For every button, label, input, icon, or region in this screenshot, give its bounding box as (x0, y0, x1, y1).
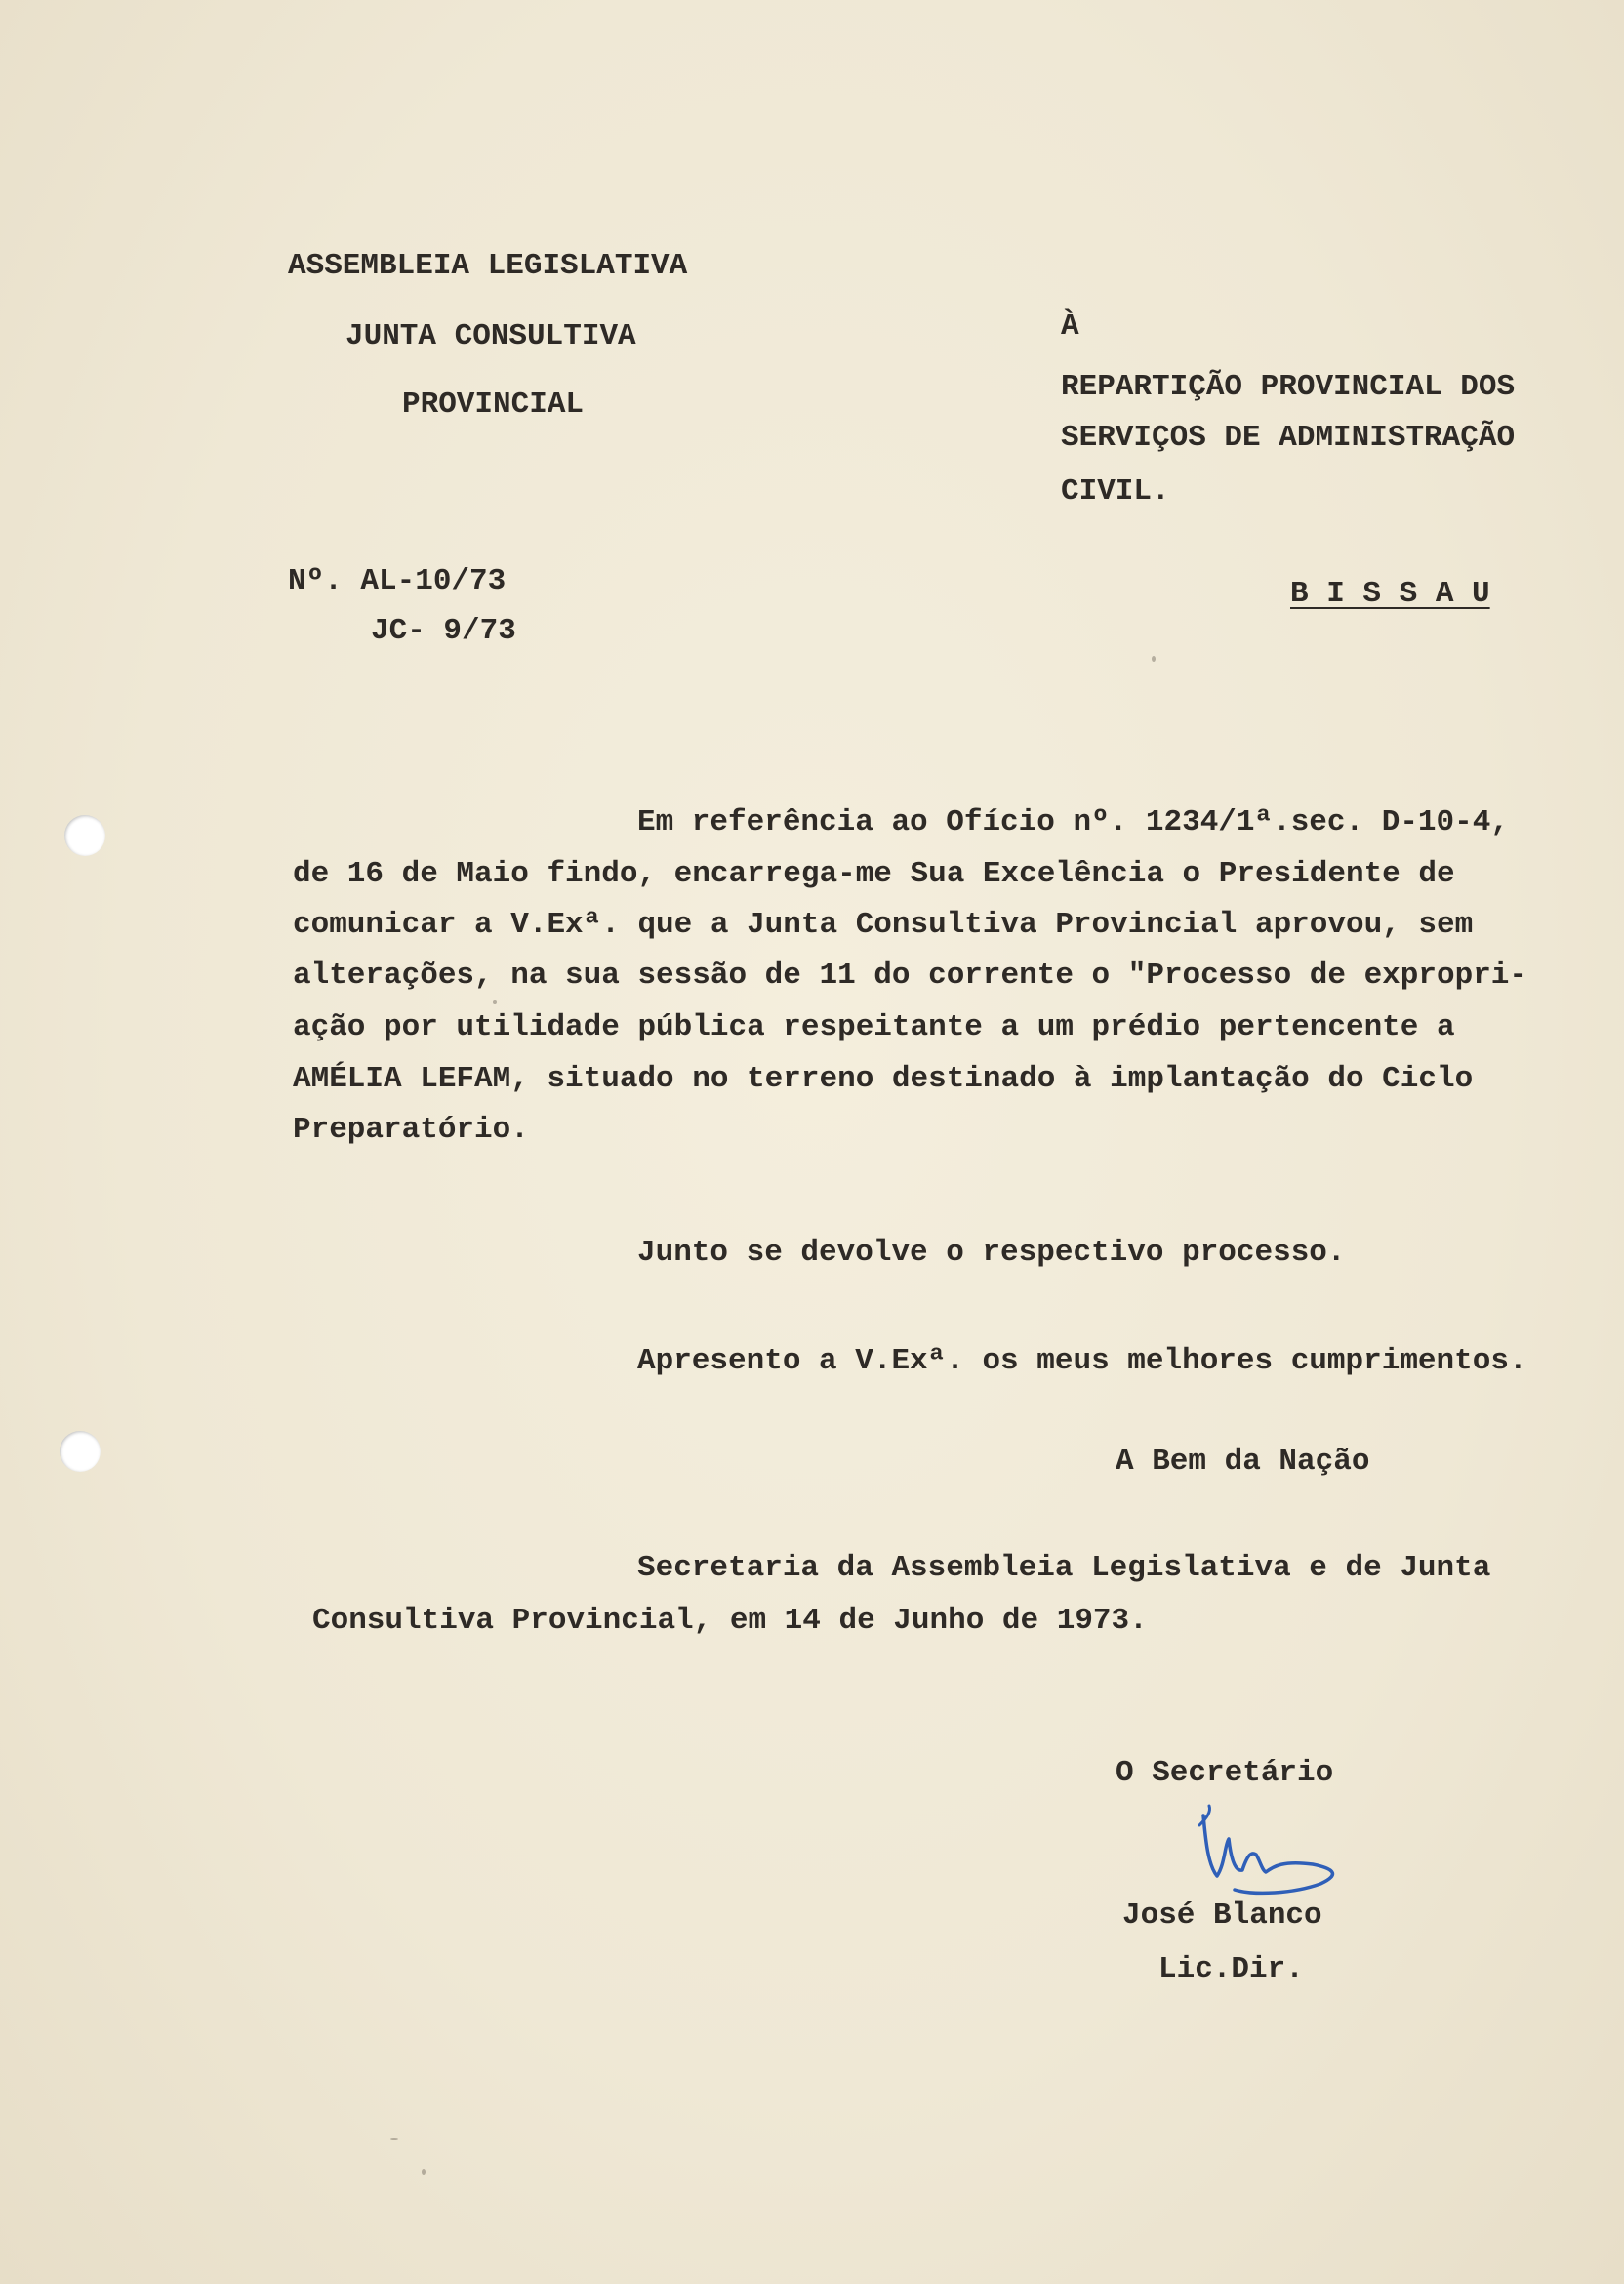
signatory-name: José Blanco (1122, 1898, 1322, 1933)
signatory-title: O Secretário (1116, 1756, 1334, 1790)
signature-stroke (1203, 1815, 1332, 1893)
body-paragraph-3: Apresento a V.Exª. os meus melhores cumprimentos. (637, 1344, 1527, 1378)
recipient-line-3: CIVIL. (1061, 474, 1170, 509)
place-date-line-1: Secretaria da Assembleia Legislativa e de Junta (637, 1551, 1491, 1585)
paper-speck (493, 1000, 497, 1004)
body-line: alterações, na sua sessão de 11 do corrente o "Processo de expropri- (293, 958, 1528, 993)
recipient-line-2: SERVIÇOS DE ADMINISTRAÇÃO (1061, 421, 1516, 455)
reference-line-1: Nº. AL-10/73 (288, 564, 507, 598)
sender-line-1: ASSEMBLEIA LEGISLATIVA (288, 249, 688, 283)
body-line: ação por utilidade pública respeitante a um prédio pertencente a (293, 1010, 1455, 1044)
body-line: comunicar a V.Exª. que a Junta Consultiva Provincial aprovou, sem (293, 908, 1474, 942)
paper-speck (390, 2138, 398, 2140)
paper-speck (422, 2169, 426, 2175)
recipient-line-1: REPARTIÇÃO PROVINCIAL DOS (1061, 370, 1516, 404)
body-line: de 16 de Maio findo, encarrega-me Sua Excelência o Presidente de (293, 857, 1455, 891)
signatory-credentials: Lic.Dir. (1158, 1952, 1304, 1986)
punch-hole-top (64, 815, 105, 856)
recipient-to: À (1061, 309, 1079, 344)
punch-hole-bottom (60, 1431, 101, 1472)
body-line: Em referência ao Ofício nº. 1234/1ª.sec. D-10-4, (637, 805, 1509, 839)
sender-line-2: JUNTA CONSULTIVA (345, 319, 636, 353)
body-line: AMÉLIA LEFAM, situado no terreno destinado à implantação do Ciclo (293, 1062, 1474, 1096)
paper-speck (1152, 656, 1156, 662)
body-paragraph-2: Junto se devolve o respectivo processo. (637, 1236, 1346, 1270)
closing-phrase: A Bem da Nação (1116, 1445, 1370, 1479)
reference-line-2: JC- 9/73 (371, 614, 516, 648)
body-line: Preparatório. (293, 1113, 529, 1147)
sender-line-3: PROVINCIAL (402, 387, 585, 422)
recipient-city: B I S S A U (1290, 577, 1490, 611)
place-date-line-2: Consultiva Provincial, em 14 de Junho de 1973. (312, 1604, 1148, 1638)
